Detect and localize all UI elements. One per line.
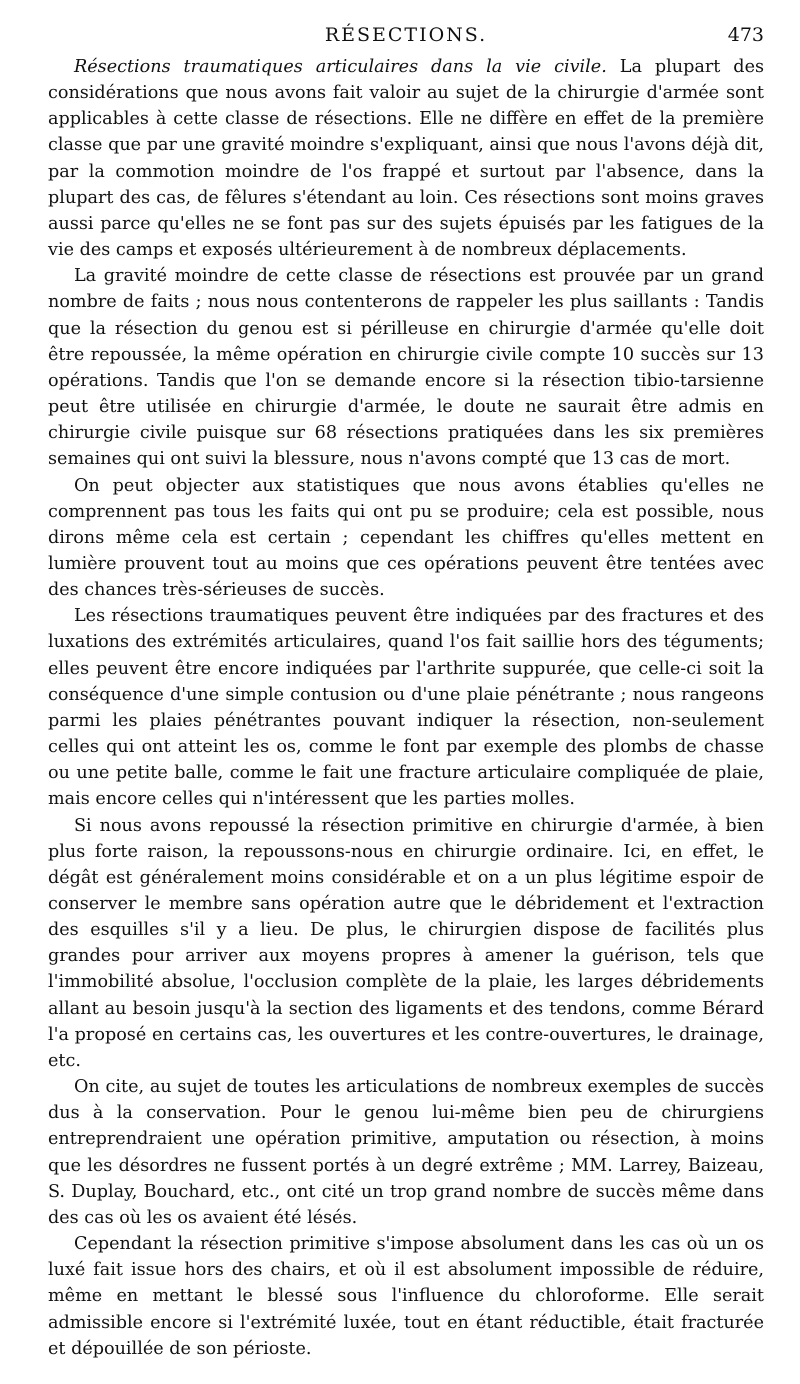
paragraph-4: Les résections traumatiques peuvent être indiquées par des fractures et des luxations des extrémités articulaires, quand l'os fait saillie hors des téguments; elles peuvent être encore indiquées par l'arthrite suppurée, que celle-ci soit la conséquence d'une simple contusion ou d'une plaie pénétrante ; nous rangeons parmi les plaies pénétrantes pouvant indiquer la résection, non-seulement celles qui ont atteint les os, comme le font par exemple des plombs de chasse ou une petite balle, comme le fait une fracture articulaire compliquée de plaie, mais encore celles qui n'intéressent que les parties molles. [48,606,764,810]
paragraph-7: Cependant la résection primitive s'impose absolument dans les cas où un os luxé fait issue hors des chairs, et où il est absolument impossible de réduire, même en mettant le blessé sous l'influence du chloroforme. Elle serait admissible encore si l'extrémité luxée, tout en étant réductible, était fracturée et dépouillée de son périoste. [48,1234,764,1359]
page-number: 473 [727,24,764,46]
book-page [48,24,764,1362]
paragraph-5: Si nous avons repoussé la résection primitive en chirurgie d'armée, à bien plus forte raison, la repoussons-nous en chirurgie ordinaire. Ici, en effet, le dégât est généralement moins considérable et on a un plus légitime espoir de conserver le membre sans opération autre que le débridement et l'extraction des esquilles s'il y a lieu. De plus, le chirurgien dispose de facilités plus grandes pour arriver aux moyens propres à amener la guérison, tels que l'immobilité absolue, l'occlusion complète de la plaie, les larges débridements allant au besoin jusqu'à la section des ligaments et des tendons, comme Bérard l'a proposé en certains cas, les ouvertures et les contre-ouvertures, le drainage, etc. [48,815,764,1071]
paragraph-1-text: La plupart des considérations que nous avons fait valoir au sujet de la chirurgie d'armée sont applicables à cette classe de résections. Elle ne diffère en effet de la première classe que par une gravité moindre s'expliquant, ainsi que nous l'avons déjà dit, par la commotion moindre de l'os frappé et surtout par l'absence, dans la plupart des cas, de fêlures s'étendant au loin. Ces résections sont moins graves aussi parce qu'elles ne se font pas sur des sujets épuisés par les fatigues de la vie des camps et exposés ultérieurement à de nombreux déplacements. [48,57,765,261]
section-lead-title: Résections traumatiques articulaires dans la vie civile. [74,57,607,77]
paragraph-3: On peut objecter aux statistiques que nous avons établies qu'elles ne comprennent pas tous les faits qui ont pu se produire; cela est possible, nous dirons même cela est certain ; cependant les chiffres qu'elles mettent en lumière prouvent tout au moins que ces opérations peuvent être tentées avec des chances très-sérieuses de succès. [48,475,764,601]
page-header [48,24,764,54]
paragraph-6: On cite, au sujet de toutes les articulations de nombreux exemples de succès dus à la conservation. Pour le genou lui-même bien peu de chirurgiens entreprendraient une opération primitive, amputation ou résection, à moins que les désordres ne fussent portés à un degré extrême ; MM. Larrey, Baizeau, S. Duplay, Bouchard, etc., ont cité un trop grand nombre de succès même dans des cas où les os avaient été lésés. [48,1077,764,1228]
paragraph-1 [48,54,764,263]
running-title: RÉSECTIONS. [324,24,488,46]
paragraph-2: La gravité moindre de cette classe de résections est prouvée par un grand nombre de faits ; nous nous contenterons de rappeler les plus saillants : Tandis que la résection du genou est si périlleuse en chirurgie d'armée qu'elle doit être repoussée, la même opération en chirurgie civile compte 10 succès sur 13 opérations. Tandis que l'on se demande encore si la résection tibio-tarsienne peut être utilisée en chirurgie d'armée, le doute ne saurait être admis en chirurgie civile puisque sur 68 résections pratiquées dans les six premières semaines qui ont suivi la blessure, nous n'avons compté que 13 cas de mort. [48,266,764,470]
